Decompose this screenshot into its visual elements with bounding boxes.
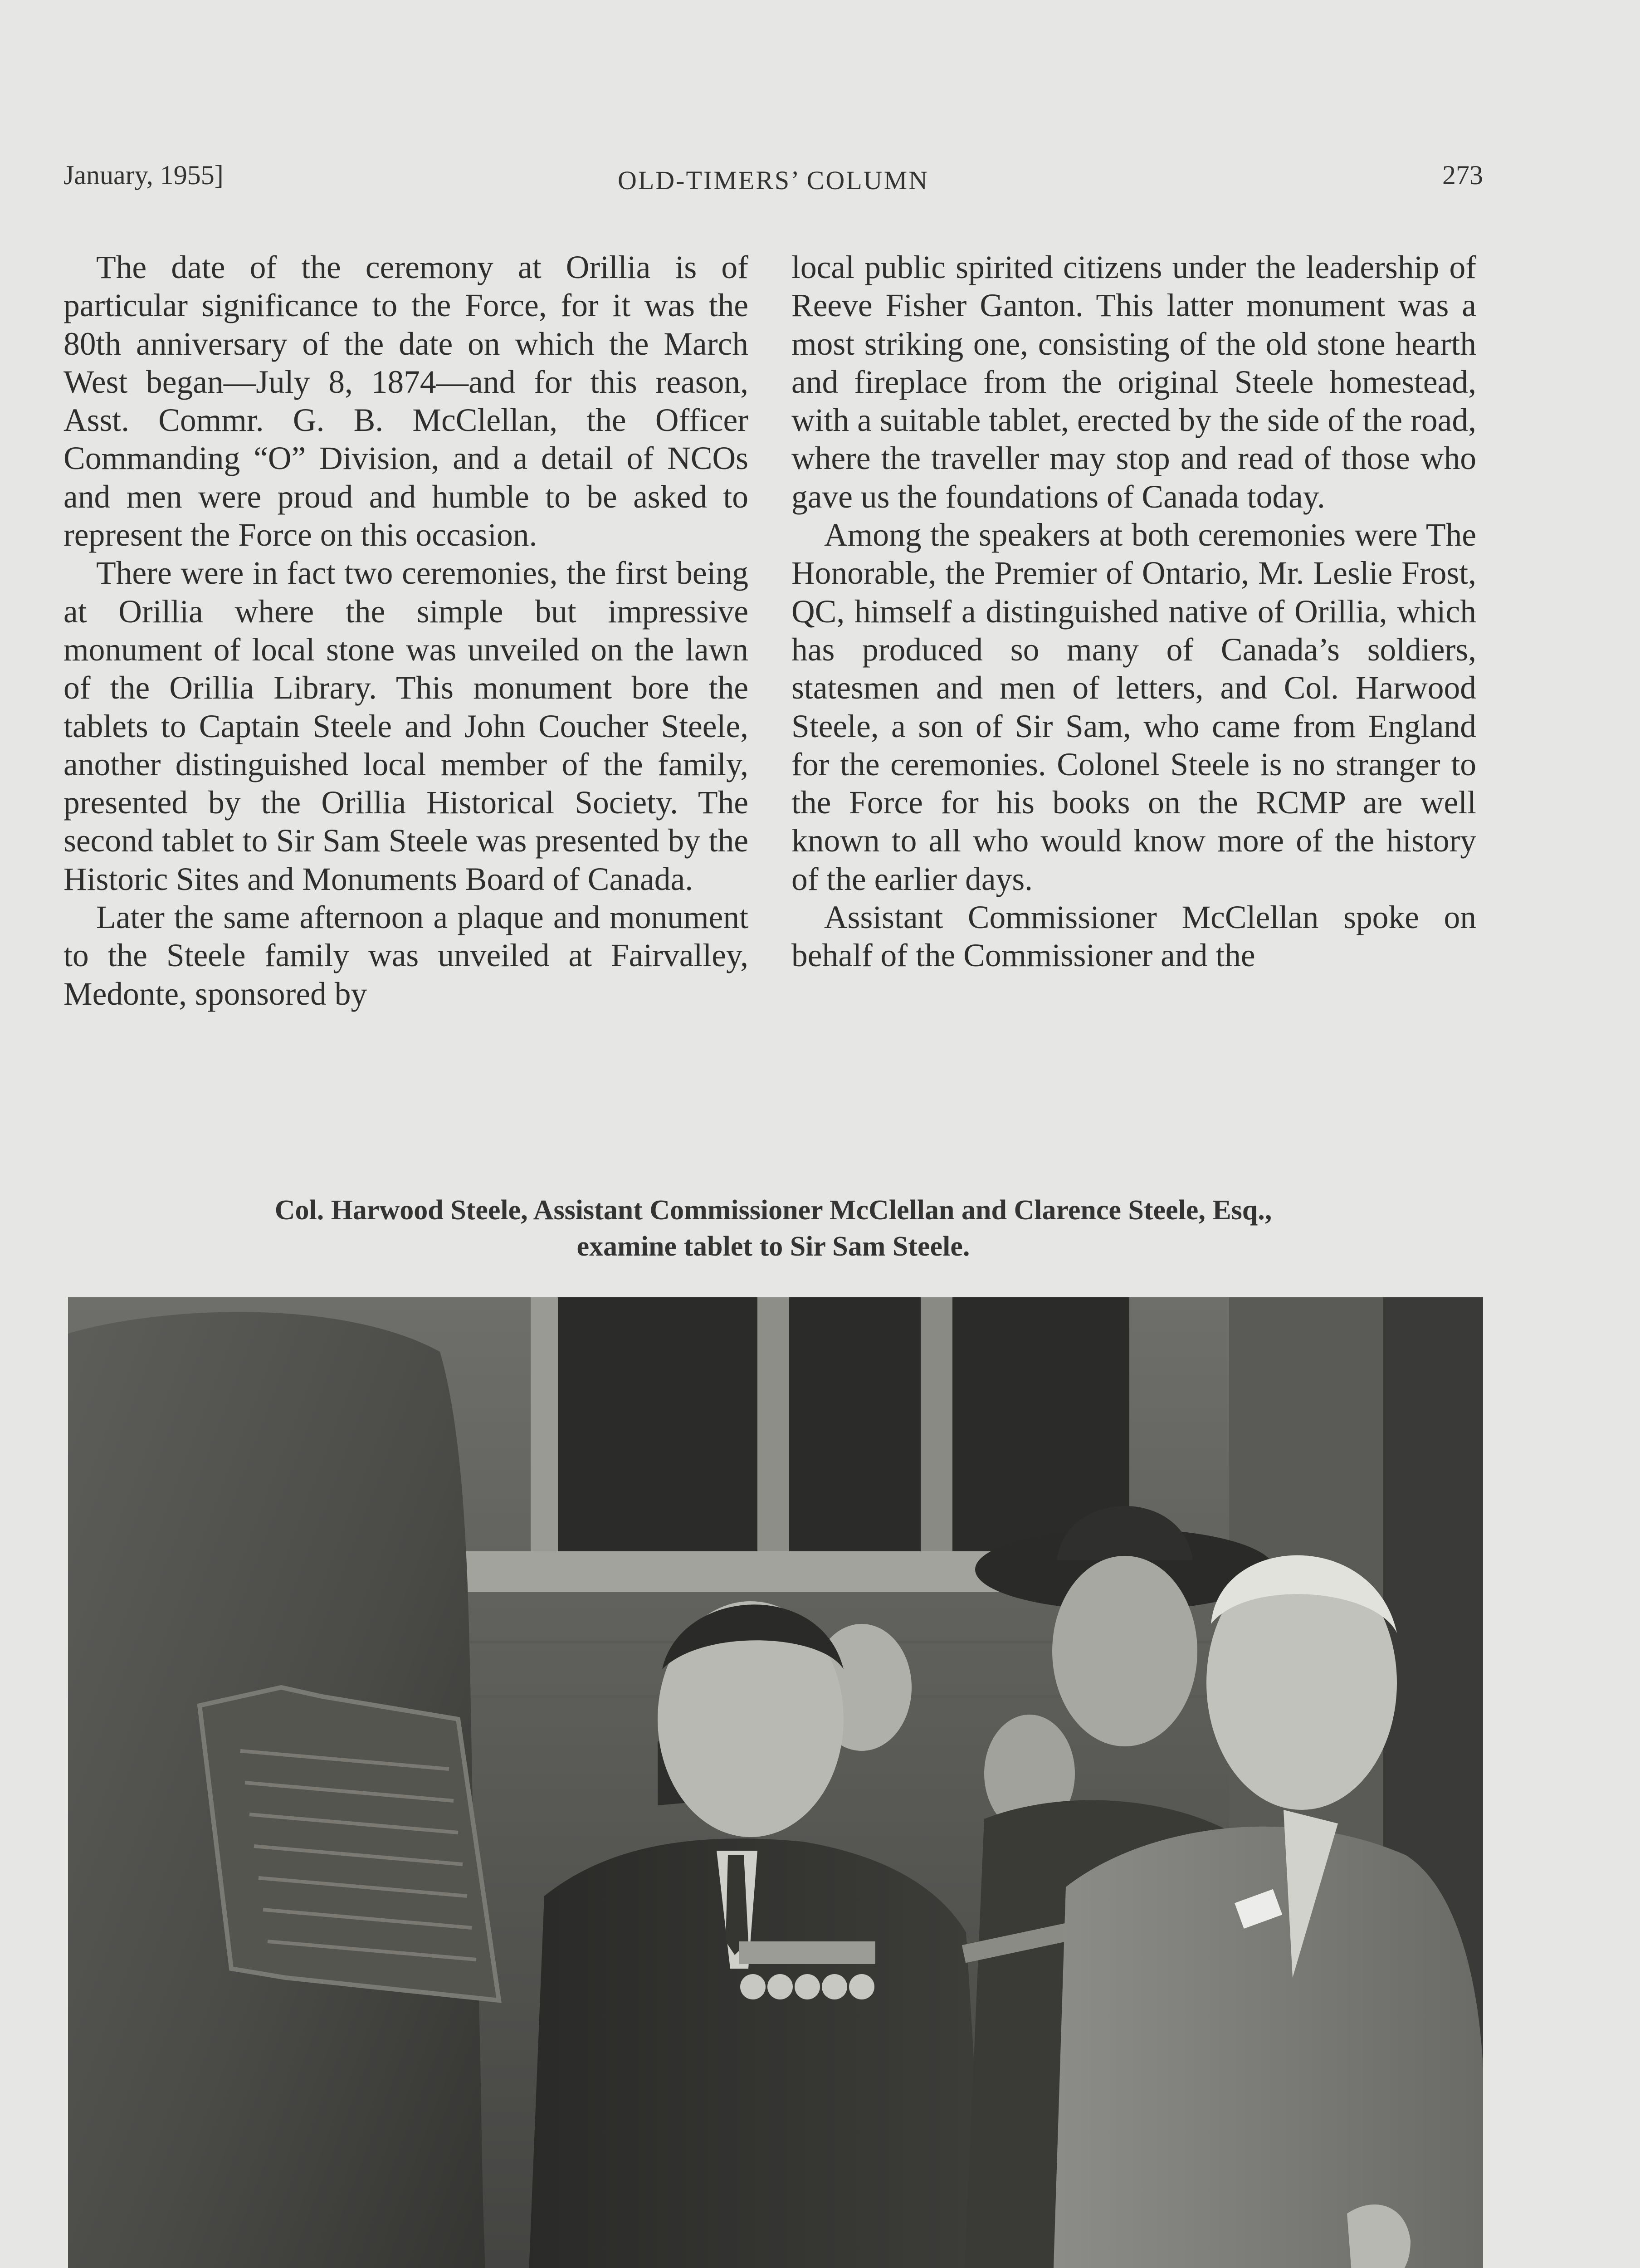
- paragraph: The date of the ceremony at Orillia is of particular significance to the Force, for it was the 80th anniversary of the date on which the March West began—July 8, 1874—and for this reason, Asst. Commr. G. B. McClellan, the Officer Commanding “O” Division, and a detail of NCOs and men were proud and humble to be asked to represent the Force on this occasion.: [63, 249, 748, 553]
- right-column: [791, 249, 1476, 975]
- left-column: [63, 249, 748, 1013]
- paragraph: Assistant Commissioner McClellan spoke on behalf of the Commissioner and the: [791, 899, 1476, 974]
- paragraph: Among the speakers at both ceremonies were The Honorable, the Premier of Ontario, Mr. Leslie Frost, QC, himself a distinguished native of Orillia, which has produced so many of Canada’s soldiers, statesmen and men of letters, and Col. Harwood Steele, a son of Sir Sam, who came from England for the ceremonies. Colonel Steele is no stranger to the Force for his books on the RCMP are well known to all who would know more of the history of the earlier days.: [791, 517, 1476, 897]
- ceremony-photograph: [68, 1297, 1483, 2268]
- officer-head: [1052, 1556, 1197, 1746]
- running-head: [63, 160, 1483, 196]
- caption-line: Col. Harwood Steele, Assistant Commissioner McClellan and Clarence Steele, Esq.,: [274, 1195, 1272, 1226]
- paragraph: Later the same afternoon a plaque and monument to the Steele family was unveiled at Fairvalley, Medonte, sponsored by: [63, 899, 748, 1012]
- photo-caption: [63, 1192, 1483, 1265]
- section-title: OLD-TIMERS’ COLUMN: [617, 166, 929, 195]
- issue-date: January, 1955]: [63, 160, 224, 190]
- photo-illustration: [68, 1297, 1483, 2268]
- bronze-tablet: [200, 1687, 499, 2000]
- center-man-suit: [522, 1838, 998, 2268]
- paragraph: There were in fact two ceremonies, the first being at Orillia where the simple but impressive monument of local stone was unveiled on the lawn of the Orillia Library. This monument bore the tablets to Captain Steele and John Coucher Steele, another distinguished local member of the family, presented by the Orillia Historical Society. The second tablet to Sir Sam Steele was presented by the Historic Sites and Monuments Board of Canada.: [63, 555, 748, 897]
- paragraph: local public spirited citizens under the leadership of Reeve Fisher Ganton. This latter monument was a most striking one, consisting of the old stone hearth and fireplace from the original Steele homestead, with a suitable tablet, erected by the side of the road, where the traveller may stop and read of those who gave us the foundations of Canada today.: [791, 249, 1476, 515]
- caption-line: examine tablet to Sir Sam Steele.: [576, 1231, 970, 1262]
- page-number: 273: [1442, 160, 1483, 190]
- window: [549, 1297, 1129, 1551]
